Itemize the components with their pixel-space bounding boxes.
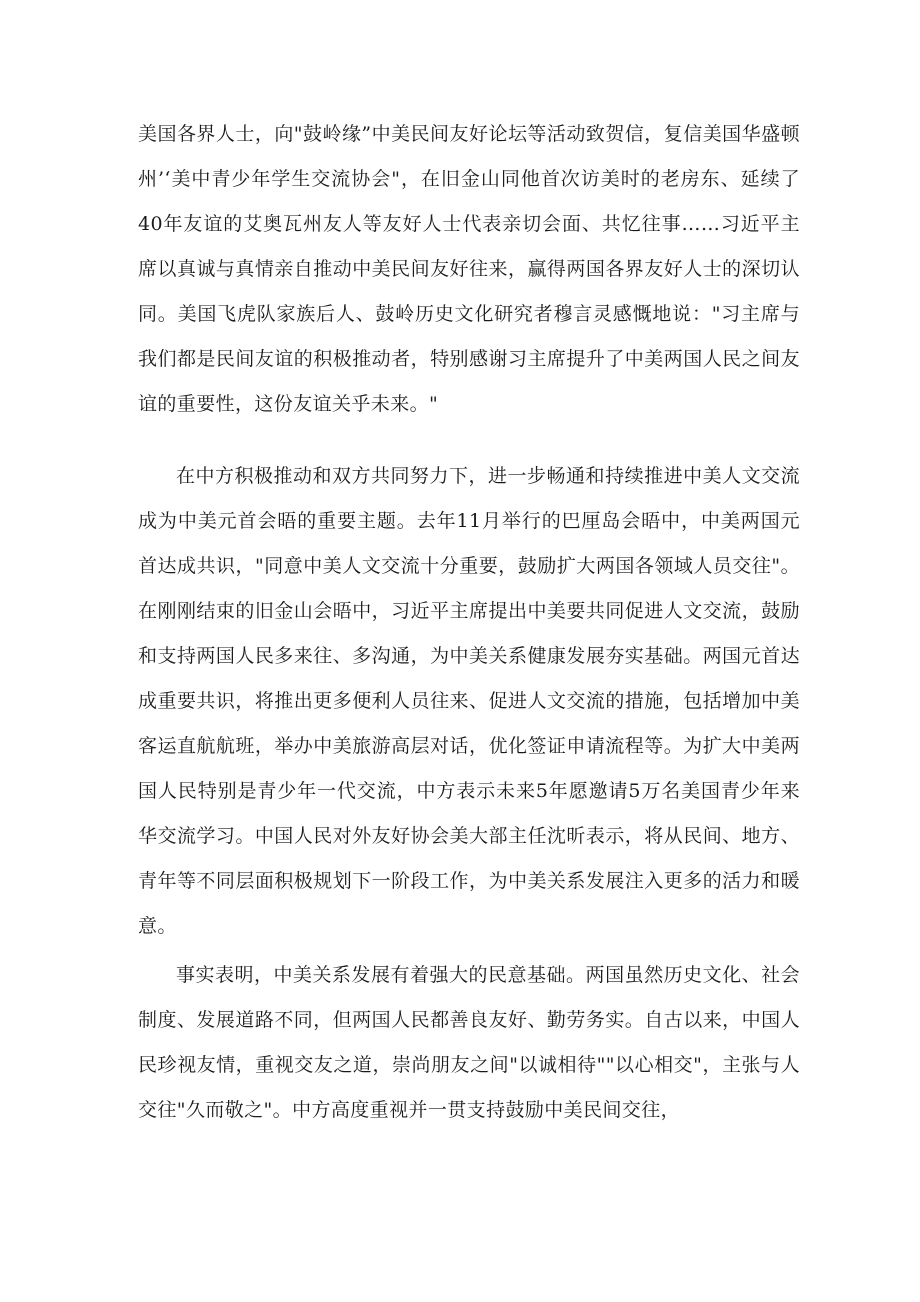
paragraph-1: 美国各界人士，向"鼓岭缘”中美民间友好论坛等活动致贺信，复信美国华盛顿州’‘美中青少年学生交流协会"，在旧金山同他首次访美时的老房东、延续了40年友谊的艾奥瓦州友人等友好人士代表亲切会面、共忆往事……习近平主席以真诚与真情亲自推动中美民间友好往来，赢得两国各界友好人士的深切认同。美国飞虎队家族后人、鼓岭历史文化研究者穆言灵感慨地说："习主席与我们都是民间友谊的积极推动者，特别感谢习主席提升了中美两国人民之间友谊的重要性，这份友谊关乎未来。"	[138, 123, 800, 415]
document-body	[138, 112, 800, 1133]
paragraph-2: 在中方积极推动和双方共同努力下，进一步畅通和持续推进中美人文交流成为中美元首会晤的重要主题。去年11月举行的巴厘岛会晤中，中美两国元首达成共识，"同意中美人文交流十分重要，鼓励扩大两国各领域人员交往"。在刚刚结束的旧金山会晤中，习近平主席提出中美要共同促进人文交流，鼓励和支持两国人民多来往、多沟通，为中美关系健康发展夯实基础。两国元首达成重要共识，将推出更多便利人员往来、促进人文交流的措施，包括增加中美客运直航航班，举办中美旅游高层对话，优化签证申请流程等。为扩大中美两国人民特别是青少年一代交流，中方表示未来5年愿邀请5万名美国青少年来华交流学习。中国人民对外友好协会美大部主任沈昕表示，将从民间、地方、青年等不同层面积极规划下一阶段工作，为中美关系发展注入更多的活力和暖意。	[138, 465, 800, 937]
paragraph-3: 事实表明，中美关系发展有着强大的民意基础。两国虽然历史文化、社会制度、发展道路不同，但两国人民都善良友好、勤劳务实。自古以来，中国人民珍视友情，重视交友之道，崇尚朋友之间"以诚相待""以心相交"，主张与人交往"久而敬之"。中方高度重视并一贯支持鼓励中美民间交往，	[138, 964, 800, 1121]
